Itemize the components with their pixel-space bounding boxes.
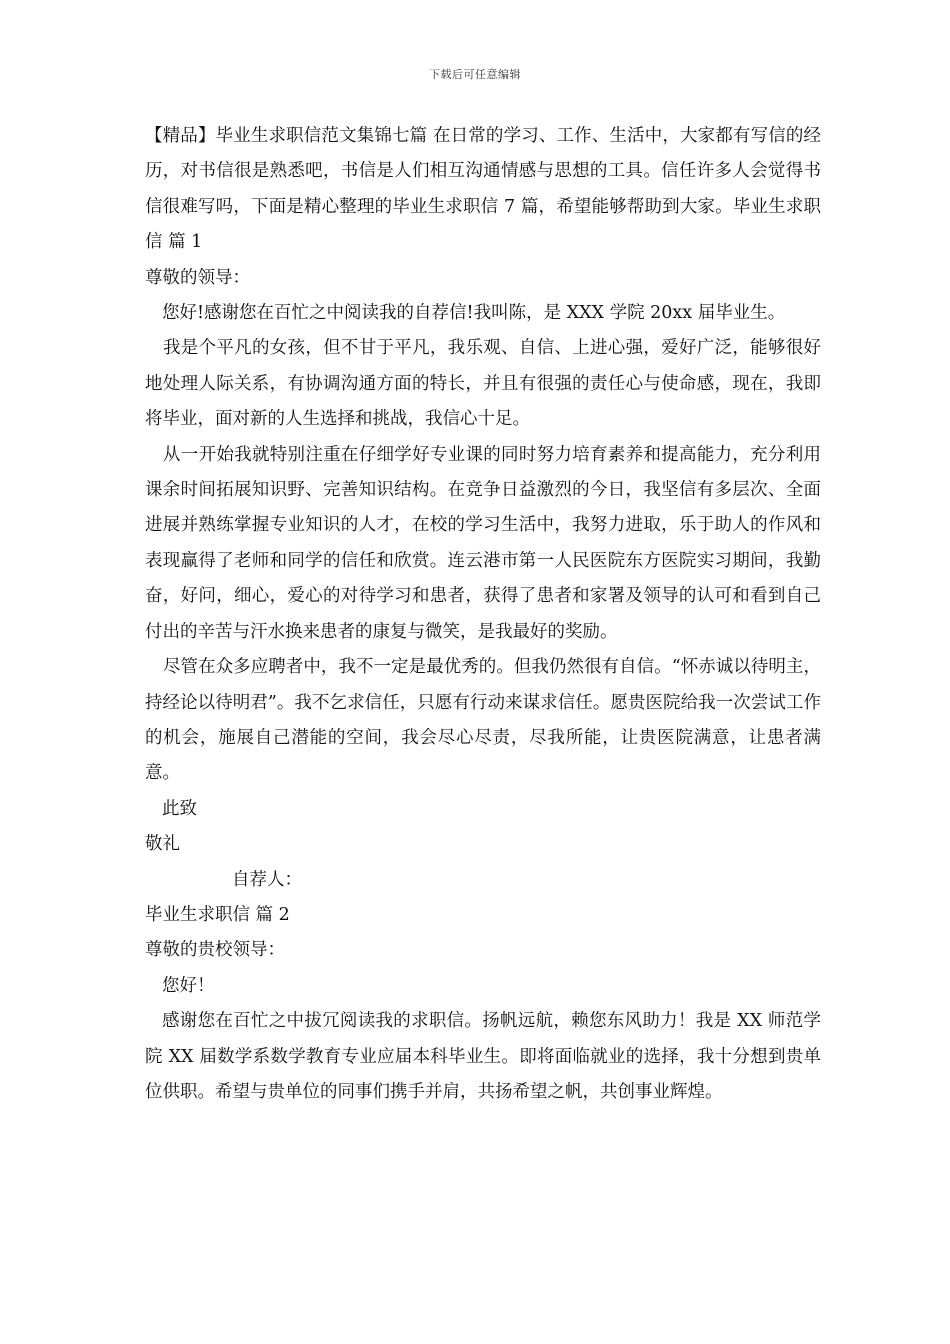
- letter1-greeting: 您好!感谢您在百忙之中阅读我的自荐信!我叫陈，是 XXX 学院 20xx 届毕业生。: [162, 303, 786, 324]
- letter1-paragraph-2: 从一开始我就特别注重在仔细学好专业课的同时努力培育素养和提高能力，充分利用课余时间拓展知识野、完善知识结构。在竞争日益激烈的今日，我坚信有多层次、全面进展并熟练掌握专业知识的人才，在校的学习生活中，我努力进取，乐于助人的作风和表现赢得了老师和同学的信任和欣赏。连云港市第一人民医院东方医院实习期间，我勤奋，好问，细心，爱心的对待学习和患者，获得了患者和家署及领导的认可和看到自己付出的辛苦与汗水换来患者的康复与微笑，是我最好的奖励。: [145, 444, 821, 642]
- document-body: [145, 119, 821, 1110]
- letter1-closing-2: 敬礼: [145, 834, 180, 855]
- letter2-salutation: 尊敬的贵校领导：: [145, 940, 285, 961]
- letter2-title: 毕业生求职信 篇 2: [145, 904, 290, 925]
- page-header-note: 下载后可任意编辑: [429, 68, 521, 81]
- letter2-paragraph-1: 感谢您在百忙之中拔冗阅读我的求职信。扬帆远航，赖您东风助力！我是 XX 师范学院 XX 届数学系数学教育专业应届本科毕业生。即将面临就业的选择，我十分想到贵单位供职。希望与贵单位的同事们携手并肩，共扬希望之帆，共创事业辉煌。: [145, 1011, 821, 1102]
- intro-paragraph: 【精品】毕业生求职信范文集锦七篇 在日常的学习、工作、生活中，大家都有写信的经历，对书信很是熟悉吧，书信是人们相互沟通情感与思想的工具。信任许多人会觉得书信很难写吗，下面是精心整理的毕业生求职信 7 篇，希望能够帮助到大家。毕业生求职信 篇 1: [145, 126, 821, 253]
- letter1-salutation: 尊敬的领导：: [145, 267, 250, 288]
- letter2-greeting: 您好！: [162, 975, 215, 996]
- letter1-signer: 自荐人：: [232, 869, 302, 890]
- letter1-paragraph-1: 我是个平凡的女孩，但不甘于平凡，我乐观、自信、上进心强，爱好广泛，能够很好地处理人际关系，有协调沟通方面的特长，并且有很强的责任心与使命感，现在，我即将毕业，面对新的人生选择和挑战，我信心十足。: [145, 338, 821, 430]
- letter1-closing-1: 此致: [162, 798, 197, 819]
- letter1-paragraph-3: 尽管在众多应聘者中，我不一定是最优秀的。但我仍然很有自信。“怀赤诚以待明主，持经论以待明君”。我不乞求信任，只愿有行动来谋求信任。愿贵医院给我一次尝试工作的机会，施展自己潜能的空间，我会尽心尽责，尽我所能，让贵医院满意，让患者满意。: [145, 657, 821, 784]
